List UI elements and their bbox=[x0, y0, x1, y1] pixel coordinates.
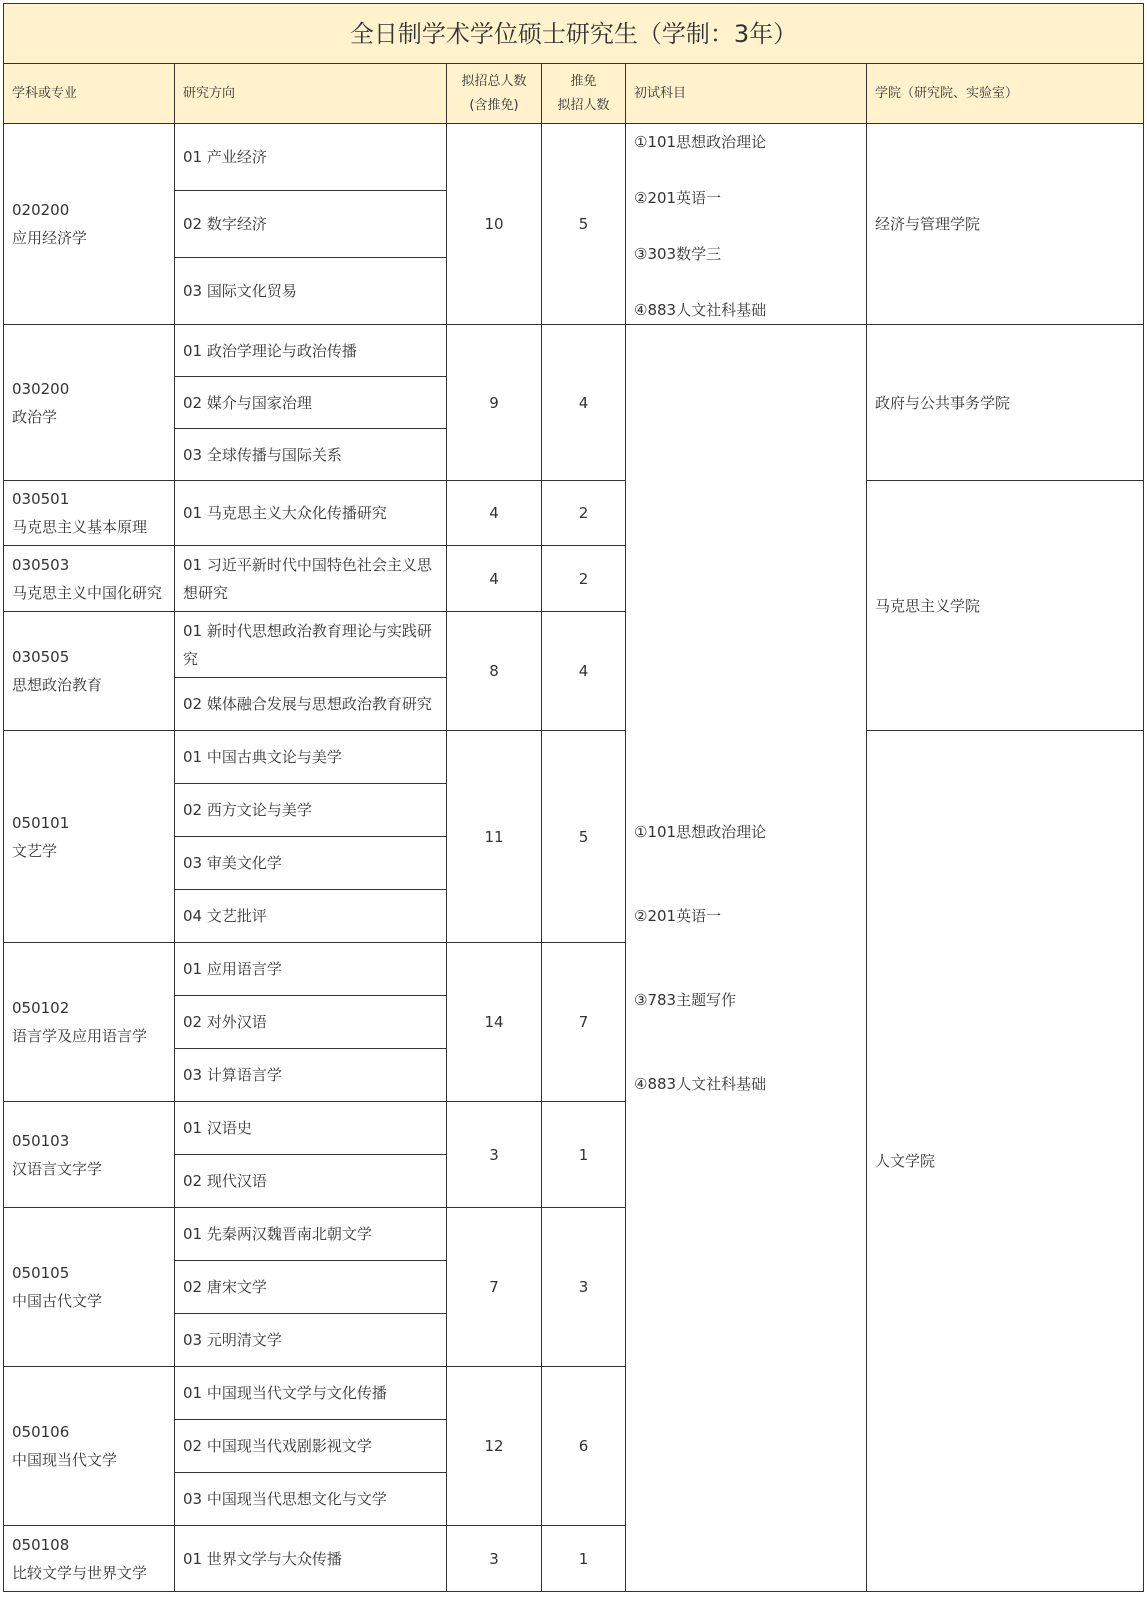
major-name: 马克思主义中国化研究 bbox=[12, 583, 163, 602]
major-name: 中国古代文学 bbox=[12, 1292, 103, 1310]
direction-cell: 01 产业经济 bbox=[175, 124, 447, 191]
admissions-table bbox=[3, 3, 1144, 1592]
direction-cell: 02 中国现当代戏剧影视文学 bbox=[175, 1420, 447, 1473]
table-title: 全日制学术学位硕士研究生（学制：3年） bbox=[4, 4, 1144, 64]
direction-cell: 03 中国现当代思想文化与文学 bbox=[175, 1473, 447, 1526]
exam-subject: ②201英语一 bbox=[634, 189, 722, 207]
header-exam: 初试科目 bbox=[626, 64, 867, 124]
major-cell bbox=[4, 124, 175, 325]
major-name: 思想政治教育 bbox=[12, 676, 103, 694]
direction-cell: 03 国际文化贸易 bbox=[175, 258, 447, 325]
total-cell: 11 bbox=[447, 731, 542, 943]
direction-cell: 01 中国古典文论与美学 bbox=[175, 731, 447, 784]
table-row bbox=[4, 481, 1144, 546]
header-direction: 研究方向 bbox=[175, 64, 447, 124]
exempt-cell: 5 bbox=[542, 731, 626, 943]
direction-cell: 02 现代汉语 bbox=[175, 1155, 447, 1208]
exam-subject: ②201英语一 bbox=[634, 907, 722, 925]
exempt-cell: 1 bbox=[542, 1526, 626, 1592]
major-code: 030503 bbox=[12, 555, 70, 574]
exam-subject: ①101思想政治理论 bbox=[634, 133, 767, 151]
header-college: 学院（研究院、实验室） bbox=[867, 64, 1144, 124]
total-cell: 4 bbox=[447, 481, 542, 546]
exempt-cell: 7 bbox=[542, 943, 626, 1102]
major-cell bbox=[4, 612, 175, 731]
direction-cell: 01 应用语言学 bbox=[175, 943, 447, 996]
header-total-line1: 拟招总人数 bbox=[461, 73, 527, 89]
exempt-cell: 4 bbox=[542, 325, 626, 481]
direction-cell: 02 对外汉语 bbox=[175, 996, 447, 1049]
direction-cell: 02 唐宋文学 bbox=[175, 1261, 447, 1314]
exempt-cell: 6 bbox=[542, 1367, 626, 1526]
direction-cell: 02 媒介与国家治理 bbox=[175, 377, 447, 429]
exam-subject: ③783主题写作 bbox=[634, 991, 737, 1009]
total-cell: 8 bbox=[447, 612, 542, 731]
table-row bbox=[4, 124, 1144, 191]
admissions-table-container bbox=[3, 3, 1143, 1592]
major-code: 030505 bbox=[12, 648, 70, 666]
major-cell bbox=[4, 943, 175, 1102]
major-name: 汉语言文字学 bbox=[12, 1159, 103, 1178]
direction-cell: 03 全球传播与国际关系 bbox=[175, 429, 447, 481]
major-cell bbox=[4, 731, 175, 943]
major-name: 政治学 bbox=[12, 407, 58, 426]
exam-subjects-cell bbox=[626, 124, 867, 325]
total-cell: 14 bbox=[447, 943, 542, 1102]
major-cell bbox=[4, 1208, 175, 1367]
major-name: 文艺学 bbox=[12, 841, 58, 860]
direction-cell: 01 习近平新时代中国特色社会主义思想研究 bbox=[175, 546, 447, 612]
header-major: 学科或专业 bbox=[4, 64, 175, 124]
major-code: 050101 bbox=[12, 813, 70, 832]
total-cell: 4 bbox=[447, 546, 542, 612]
major-code: 020200 bbox=[12, 201, 70, 219]
header-total bbox=[447, 64, 542, 124]
direction-cell: 01 世界文学与大众传播 bbox=[175, 1526, 447, 1592]
direction-cell: 02 数字经济 bbox=[175, 191, 447, 258]
major-code: 030501 bbox=[12, 490, 70, 508]
exempt-cell: 2 bbox=[542, 546, 626, 612]
major-cell bbox=[4, 546, 175, 612]
exempt-cell: 5 bbox=[542, 124, 626, 325]
direction-cell: 04 文艺批评 bbox=[175, 890, 447, 943]
direction-cell: 01 马克思主义大众化传播研究 bbox=[175, 481, 447, 546]
major-code: 050105 bbox=[12, 1264, 70, 1282]
table-row bbox=[4, 731, 1144, 784]
total-cell: 3 bbox=[447, 1526, 542, 1592]
header-row bbox=[4, 64, 1144, 124]
direction-cell: 02 媒体融合发展与思想政治教育研究 bbox=[175, 678, 447, 731]
exempt-cell: 4 bbox=[542, 612, 626, 731]
direction-cell: 01 新时代思想政治教育理论与实践研究 bbox=[175, 612, 447, 678]
major-cell bbox=[4, 481, 175, 546]
direction-cell: 03 元明清文学 bbox=[175, 1314, 447, 1367]
major-name: 比较文学与世界文学 bbox=[12, 1563, 148, 1582]
direction-cell: 01 中国现当代文学与文化传播 bbox=[175, 1367, 447, 1420]
major-cell bbox=[4, 325, 175, 481]
total-cell: 10 bbox=[447, 124, 542, 325]
exempt-cell: 3 bbox=[542, 1208, 626, 1367]
major-code: 050108 bbox=[12, 1535, 70, 1554]
exam-subjects-cell bbox=[626, 325, 867, 1592]
direction-cell: 02 西方文论与美学 bbox=[175, 784, 447, 837]
major-name: 应用经济学 bbox=[12, 229, 88, 247]
major-cell bbox=[4, 1102, 175, 1208]
header-exempt bbox=[542, 64, 626, 124]
exempt-cell: 2 bbox=[542, 481, 626, 546]
college-cell: 马克思主义学院 bbox=[867, 481, 1144, 731]
major-code: 050102 bbox=[12, 999, 70, 1017]
college-cell: 经济与管理学院 bbox=[867, 124, 1144, 325]
exempt-cell: 1 bbox=[542, 1102, 626, 1208]
major-name: 语言学及应用语言学 bbox=[12, 1027, 148, 1045]
college-cell: 人文学院 bbox=[867, 731, 1144, 1592]
total-cell: 7 bbox=[447, 1208, 542, 1367]
major-cell bbox=[4, 1526, 175, 1592]
title-row bbox=[4, 4, 1144, 64]
header-exempt-line1: 推免 bbox=[570, 73, 597, 89]
major-name: 中国现当代文学 bbox=[12, 1451, 118, 1469]
total-cell: 12 bbox=[447, 1367, 542, 1526]
direction-cell: 03 审美文化学 bbox=[175, 837, 447, 890]
total-cell: 3 bbox=[447, 1102, 542, 1208]
exam-subject: ①101思想政治理论 bbox=[634, 823, 767, 841]
header-total-line2: (含推免) bbox=[469, 97, 519, 113]
exam-subject: ③303数学三 bbox=[634, 245, 722, 263]
direction-cell: 01 先秦两汉魏晋南北朝文学 bbox=[175, 1208, 447, 1261]
major-cell bbox=[4, 1367, 175, 1526]
direction-cell: 03 计算语言学 bbox=[175, 1049, 447, 1102]
major-name: 马克思主义基本原理 bbox=[12, 518, 148, 536]
major-code: 050106 bbox=[12, 1423, 70, 1441]
major-code: 030200 bbox=[12, 379, 70, 398]
college-cell: 政府与公共事务学院 bbox=[867, 325, 1144, 481]
direction-cell: 01 政治学理论与政治传播 bbox=[175, 325, 447, 377]
exam-subject: ④883人文社科基础 bbox=[634, 301, 767, 319]
header-exempt-line2: 拟招人数 bbox=[557, 97, 610, 113]
direction-cell: 01 汉语史 bbox=[175, 1102, 447, 1155]
total-cell: 9 bbox=[447, 325, 542, 481]
exam-subject: ④883人文社科基础 bbox=[634, 1075, 767, 1093]
major-code: 050103 bbox=[12, 1131, 70, 1150]
table-row bbox=[4, 325, 1144, 377]
